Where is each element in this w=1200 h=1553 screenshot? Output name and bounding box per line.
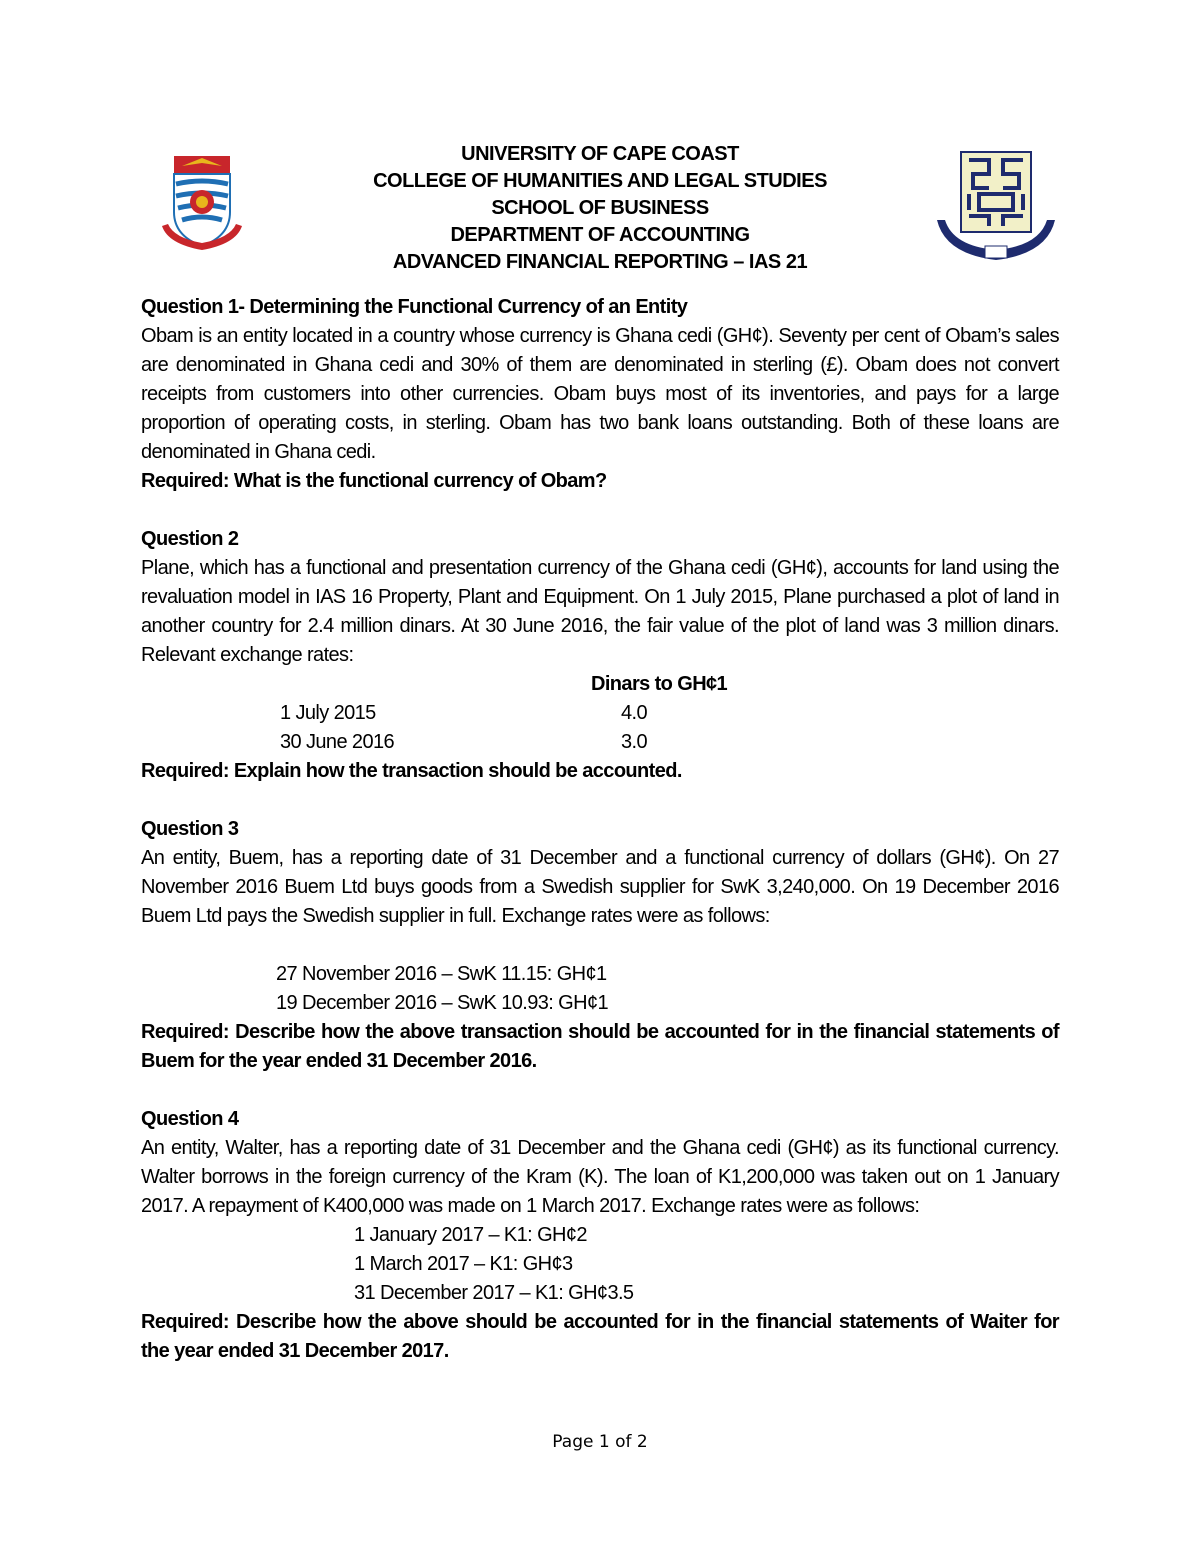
question-4-title: Question 4: [141, 1108, 239, 1130]
exchange-rate-line: 19 December 2016 – SwK 10.93: GH¢1: [276, 992, 609, 1014]
question-4-required: Required: Describe how the above should be accounted for in the financial statements of Waiter for the year ended 31 December 2017.: [141, 1311, 1059, 1362]
rate-row: [141, 728, 1059, 757]
question-3-title: Question 3: [141, 818, 239, 840]
school-name: SCHOOL OF BUSINESS: [491, 197, 709, 219]
ucc-crest-logo: [160, 154, 244, 252]
rate-value: 3.0: [621, 731, 648, 753]
exchange-rate-line: 1 January 2017 – K1: GH¢2: [354, 1224, 587, 1246]
rate-table-header: [141, 670, 1059, 699]
page-number: Page 1 of 2: [552, 1432, 648, 1452]
rate-row: [141, 699, 1059, 728]
question-1-title: Question 1- Determining the Functional Currency of an Entity: [141, 296, 688, 318]
question-body: [141, 293, 1059, 1366]
course-title: ADVANCED FINANCIAL REPORTING – IAS 21: [392, 251, 808, 273]
question-2-title: Question 2: [141, 528, 239, 550]
question-3-required: Required: Describe how the above transaction should be accounted for in the financial statements of Buem for the year ended 31 December 2016.: [141, 1021, 1059, 1072]
question-4-text: An entity, Walter, has a reporting date of 31 December and the Ghana cedi (GH¢) as its functional currency. Walter borrows in the foreign currency of the Kram (K). The loan of K1,200,000 was taken out on 1 January 2017. A repayment of K400,000 was made on 1 March 2017. Exchange rates were as follows:: [141, 1137, 1059, 1217]
rate-date: 1 July 2015: [280, 702, 376, 724]
college-name: COLLEGE OF HUMANITIES AND LEGAL STUDIES: [373, 170, 827, 192]
question-2-required: Required: Explain how the transaction should be accounted.: [141, 760, 682, 782]
question-1-text: Obam is an entity located in a country whose currency is Ghana cedi (GH¢). Seventy per cent of Obam’s sales are denominated in Ghana cedi and 30% of them are denominated in sterling (£). Obam does not convert receipts from customers into other currencies. Obam buys most of its inventories, and pays for a large proportion of operating costs, in sterling. Obam has two bank loans outstanding. Both of these loans are denominated in Ghana cedi.: [141, 325, 1059, 463]
exchange-rate-line: 1 March 2017 – K1: GH¢3: [354, 1253, 573, 1275]
university-name: UNIVERSITY OF CAPE COAST: [461, 143, 739, 165]
rate-column-header: Dinars to GH¢1: [591, 673, 728, 695]
question-2-text: Plane, which has a functional and presentation currency of the Ghana cedi (GH¢), accounts for land using the revaluation model in IAS 16 Property, Plant and Equipment. On 1 July 2015, Plane purchased a plot of land in another country for 2.4 million dinars. At 30 June 2016, the fair value of the plot of land was 3 million dinars. Relevant exchange rates:: [141, 557, 1059, 666]
question-3-text: An entity, Buem, has a reporting date of 31 December and a functional currency of dollars (GH¢). On 27 November 2016 Buem Ltd buys goods from a Swedish supplier for SwK 3,240,000. On 19 December 2016 Buem Ltd pays the Swedish supplier in full. Exchange rates were as follows:: [141, 847, 1059, 927]
exchange-rate-line: 27 November 2016 – SwK 11.15: GH¢1: [276, 963, 607, 985]
department-name: DEPARTMENT OF ACCOUNTING: [450, 224, 750, 246]
rate-date: 30 June 2016: [280, 731, 395, 753]
document-header: [240, 141, 960, 276]
rate-value: 4.0: [621, 702, 648, 724]
exchange-rate-line: 31 December 2017 – K1: GH¢3.5: [354, 1282, 634, 1304]
question-1-required: Required: What is the functional currency of Obam?: [141, 470, 607, 492]
